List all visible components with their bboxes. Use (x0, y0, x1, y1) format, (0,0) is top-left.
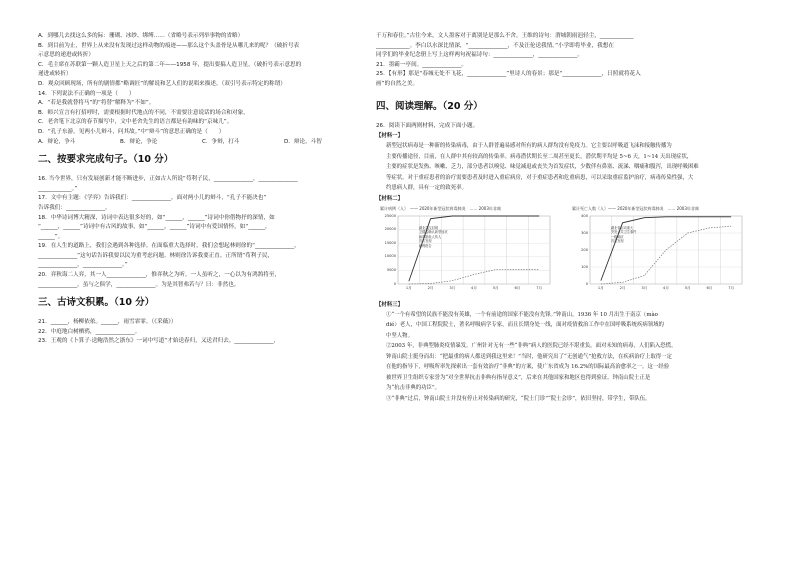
material-line: ②2003 年，非典型肺炎疫情暴发。广州针对无有一些“非典”病人的医院已经不堪重负。面对未知的病毒，人们陷入恐慌。 (386, 343, 677, 350)
material-line: ③“非典”过后，钟南山院士并没有停止对传染病的研究，“院士门诊”“院士会诊”，依旧坚持，带学生，带队伍。 (386, 395, 651, 402)
questions-21-23 (38, 318, 368, 347)
material-3-text (376, 310, 756, 405)
deaths-chart (570, 206, 748, 296)
x-tick-label: 6月 (706, 285, 713, 290)
chart-annotation: 卫健委确认新型冠状 (418, 230, 448, 235)
material-line: 钟南山院士挺身而出：“把最重的病人都送到我这里来！”当时，他研究出了“无创通气”抢救方法，在疾病治疗上取得一定 (386, 353, 672, 360)
option-d[interactable]: D．辩论，斗智 (284, 138, 322, 145)
text-line: B．师兴宣言有打招呼时，需要根据时代地点的不同，不需要注意说话的场合和对象。 (38, 109, 249, 116)
y-tick-label: 5000 (386, 268, 396, 273)
text-line: 14．下列说法不正确的一项是（ ） (38, 90, 135, 97)
x-tick-label: 6月 (514, 285, 521, 290)
x-tick-label: 2月 (619, 285, 626, 290)
chart-annotation: 首次发现 (610, 239, 624, 244)
text-line: 画”的自然之美。 (376, 80, 419, 87)
text-line: ______________，虽与之俱学，______________。为是其智弗若与？曰：非然也。 (38, 281, 240, 288)
material-line: 新型冠状病毒是一种新的传染病毒，由于人群普遍易感对所有的病人群均没有免疫力。它主要以呼吸道飞沫和接触传播为 (386, 143, 672, 150)
section-2-title: 二、按要求完成句子。（10 分） (38, 154, 174, 166)
x-tick-label: 5月 (492, 285, 499, 290)
chart-annotation: 一级响应 (610, 234, 624, 239)
text-line: 25．【有形】那是“春城无处不飞花，______________”里诗人的春景；那是“______________，日照就将花入 (376, 71, 641, 78)
y-tick-label: 300 (581, 230, 588, 235)
text-line: 千万和春住。”古往今来，文人墨客对于离别是是那么不舍，王维的诗句：渭城朝雨浥轻尘，____________ (376, 33, 634, 39)
text-line: 17．文中有主题：《学弈》告诉我们：______________，面对两小儿的辩斗，“孔子不能决也” (38, 195, 267, 202)
left-column (38, 32, 368, 347)
text-line: ______________”这句话告诉我要以民为重考虑问题。林则徐告诉我要正直。正所谓“苟利子民， (38, 252, 274, 259)
material-line: dié）老人，中国工程院院士，著名呼吸病学专家，而且长期身处一线，面对疫情救治工作中在国呼吸系统疾病领域的 (386, 322, 664, 329)
question-14-options (38, 138, 368, 148)
text-line: C．老舍笔下北京的春节描写中，文中老舍先生的语言都是有韵味的“京味儿”。 (38, 119, 233, 126)
question-26: 26．阅读下面两则材料，完成下面小题。 (376, 122, 479, 129)
text-line: A．“若是我就替将马”的“将替”解释为“不如”。 (38, 100, 155, 107)
material-line: 在他的指导下，呼吸所率先探索出一套有效治疗“非典”的方案，使广东省成为 16.2%的国际最高治愈率之一。这一经验 (386, 364, 670, 371)
text-line: 告诉我们：______________。 (38, 204, 111, 211)
y-tick-label: 10000 (384, 254, 396, 259)
section-3-title: 三、古诗文积累。（10 分） (38, 297, 155, 309)
chart-annotation: 湖北武汉封城 (418, 225, 438, 230)
series-2003-line (409, 269, 539, 283)
deaths-chart-title: 累计死亡人数（人）—— 2020年新型冠状病毒肺炎 …… 2003年非典 (572, 205, 699, 211)
y-tick-label: 20000 (384, 227, 396, 232)
text-line: 22．中庭地白树栖鸦，______________。 (38, 328, 141, 335)
text-line: 同学们的毕业纪念册上写上这样两句祝福诗句：______________，______________。 (376, 52, 583, 59)
text-line: B．到目前为止，世界上从来没有发现过这样动物的痕迹——那么这个头盖骨是从哪儿来的呢？（破折号表 (38, 42, 300, 49)
material-line: 主要的症状是发热、咳嗽、乏力，部分患者以嗅觉、味觉减退或丧失为首发症状，少数伴有鼻塞、流涕、咽痛和腹泻，出现呼吸困难 (386, 164, 699, 171)
text-line: 20．弈秋诲二人弈，其一人______________，惟弈秋之为听。一人虽听之，一心以为有鸿鹄将至， (38, 272, 281, 279)
questions-16-20 (38, 175, 368, 290)
x-tick-label: 7月 (728, 285, 735, 290)
option-b[interactable]: B．辩论，争论 (120, 138, 158, 145)
cases-chart-title: 累计病例（人） —— 2020年新型冠状病毒肺炎 …… 2003年非典 (380, 205, 501, 211)
x-tick-label: 4月 (663, 285, 669, 290)
y-tick-label: 400 (581, 213, 588, 218)
y-tick-label: 0 (585, 281, 588, 286)
chart-annotation: 病例报告 (418, 243, 432, 248)
material-1-text (376, 141, 756, 194)
x-tick-label: 4月 (471, 285, 477, 290)
material-line: 约患病人群，具有一定的致死率。 (386, 185, 467, 192)
material-3-label: 【材料三】 (376, 301, 403, 308)
text-line: ____________。李白以水深比情深，“______________，不及汪伦送我情。”小学即将毕业，我想在 (376, 42, 614, 49)
text-line: 示意思的递进或转折） (38, 52, 94, 59)
y-tick-label: 25000 (384, 213, 396, 218)
x-tick-label: 2月 (427, 285, 434, 290)
x-tick-label: 5月 (684, 285, 691, 290)
option-c[interactable]: C．争辩，打斗 (202, 138, 240, 145)
text-line: “______，______”诗词中有古风的故事，如“______，______”诗词中有爱国情怀，如“______， (38, 224, 271, 231)
chart-annotation: 病毒肺炎人传人 (418, 234, 442, 239)
x-tick-label: 3月 (641, 285, 648, 290)
material-line: 主要传播途径，目前，在人群中其有较高的传染率。病毒潜伏期长至二周甚至更长，潜伏期平均是 5~6 天，1~14 天出现症状， (386, 153, 693, 160)
question-14 (38, 90, 368, 138)
chart-annotation: 首次发现 (418, 239, 432, 244)
material-line: 被世界卫生组织专家誉为“对全世界抗击非典有指导意义”，后来在其他国家和地区也得到验证。钟南山院士正是 (386, 374, 651, 381)
material-line: 中坚人物。 (386, 332, 413, 339)
x-tick-label: 7月 (536, 285, 543, 290)
y-tick-label: 100 (581, 264, 588, 269)
y-tick-label: 15000 (384, 240, 396, 245)
text-line: 18．中华诗词博大精深，诗词中表达很多好的，如“______，______”诗词中你借物抒的深情，如 (38, 214, 275, 221)
y-tick-label: 0 (393, 281, 396, 286)
text-line: D．“孔子东游，见两小儿辩斗，问其故。”中“辩斗”的意思正确的是（ ） (38, 128, 225, 135)
text-line: C．毛主席在苏联第一颗人造卫星上天之后的第二年——1958 年，提出要搞人造卫星。（破折号表示意思的 (38, 61, 302, 68)
punctuation-options (38, 32, 368, 90)
material-2-charts (376, 206, 756, 296)
material-line: ①“一个有希望的民族不能没有英雄，一个有前途的国家不能没有先锋。”钟南山，1936 年 10 月出生于南京（mào (386, 311, 658, 318)
material-line: 为“抗击非典的功臣”。 (386, 385, 441, 392)
chart-annotation: 突发公共卫生事件 (610, 230, 637, 235)
x-tick-label: 1月 (597, 285, 604, 290)
text-line: ____________。” (38, 185, 78, 192)
text-line: 19．在人生的道路上，我们会遇到各种选择。在面临重大选择时，我们会想起林则徐的“______________， (38, 243, 300, 250)
material-line: 等症状。对于重症患者的治疗需要患者及时进入重症病房，对于重症患者和危重病患，可以采取重症监护治疗，病毒传染性强，大 (386, 174, 694, 181)
right-column (376, 32, 756, 404)
text-line: D．观众回顾现场，所有的剧情都“略调匠”的解说和艺人们的说唱来描述。（双引号表示特定的称谓） (38, 80, 286, 87)
y-tick-label: 200 (581, 247, 588, 252)
material-1-label: 【材料一】 (376, 133, 403, 140)
text-line: 16. 当今世界，只有发展创新才能不断进步，正如古人所说“苟利子民，______________，______________ (38, 176, 298, 183)
text-line: 21．______，杨柳依依。______，雨雪霏霏。（《采薇》） (38, 319, 177, 326)
chart-canvas (570, 206, 748, 296)
cases-chart (378, 206, 556, 296)
section-4-title: 四、阅读理解。（20 分） (376, 100, 483, 112)
chart-canvas (378, 206, 556, 296)
text-line: ______________，______________。” (38, 262, 128, 269)
poetry-fill-in (376, 32, 756, 90)
text-line: A．到哪儿去找这么多的际：珊瑚、冰纱、绑缚……（省略号表示列举事物的省略） (38, 33, 244, 39)
x-tick-label: 1月 (405, 285, 412, 290)
text-line: ______”。 (38, 233, 64, 240)
x-tick-label: 3月 (449, 285, 456, 290)
text-line: 21．墨霸一亭间。______________。 (376, 61, 468, 68)
option-a[interactable]: A．辩论，争斗 (38, 138, 76, 145)
text-line: 23．王观的《卜算子·送鲍浩然之浙东》一词中写道“才始送春归，又送君归去。______________， (38, 338, 280, 345)
chart-annotation: 湖北省启动重大 (610, 225, 634, 230)
material-2-label: 【材料二】 (376, 195, 403, 202)
text-line: 递进或转折） (38, 71, 72, 78)
